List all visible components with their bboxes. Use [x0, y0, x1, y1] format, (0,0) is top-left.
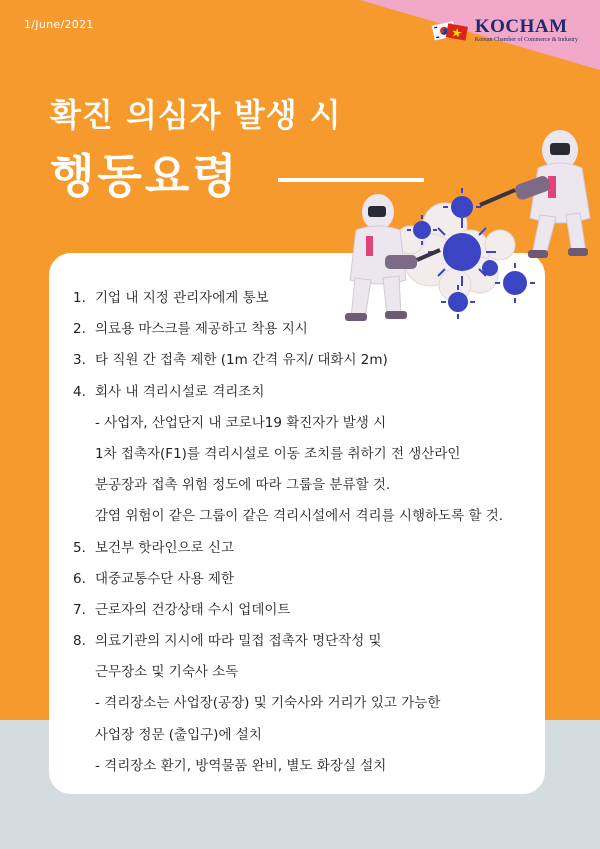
list-item [73, 350, 533, 381]
list-item [73, 693, 533, 724]
item-number: 3. [73, 352, 86, 369]
item-text: 사업장 정문 (출입구)에 설치 [95, 726, 262, 743]
list-item [73, 444, 533, 475]
item-text: 감염 위험이 같은 그룹이 같은 격리시설에서 격리를 시행하도록 할 것. [95, 508, 504, 525]
instruction-list [73, 288, 533, 787]
item-text: 1차 접촉자(F1)를 격리시설로 이동 조치를 취하기 전 생산라인 [95, 445, 461, 462]
flag-emblem-icon [431, 17, 469, 43]
list-item [73, 475, 533, 506]
item-text: 보건부 핫라인으로 신고 [95, 539, 234, 556]
item-text: 의료용 마스크를 제공하고 착용 지시 [95, 321, 308, 338]
title-underline [278, 178, 424, 182]
item-number: 6. [73, 570, 86, 587]
logo-subtitle: Korean Chamber of Commerce & Industry [474, 36, 578, 43]
list-item [73, 725, 533, 756]
list-item [73, 319, 533, 350]
list-item [73, 382, 533, 413]
logo-wordmark: KOCHAM [474, 15, 568, 37]
item-text: 의료기관의 지시에 따라 밀접 접촉자 명단작성 및 [95, 633, 382, 650]
item-text: 타 직원 간 접촉 제한 (1m 간격 유지/ 대화시 2m) [95, 352, 388, 369]
item-text: - 격리장소는 사업장(공장) 및 기숙사와 거리가 있고 가능한 [95, 695, 441, 712]
title-line-1: 확진 의심자 발생 시 [50, 96, 342, 134]
item-text: 기업 내 지정 관리자에게 통보 [95, 290, 269, 306]
item-number: 2. [73, 321, 86, 338]
item-number: 7. [73, 601, 86, 618]
item-text: 분공장과 접촉 위험 정도에 따라 그룹을 분류할 것. [95, 477, 391, 494]
list-item [73, 413, 533, 444]
item-number: 1. [73, 290, 86, 306]
item-text: - 사업자, 산업단지 내 코로나19 확진자가 발생 시 [95, 414, 387, 431]
list-item [73, 506, 533, 537]
item-text: 회사 내 격리시설로 격리조치 [95, 383, 265, 400]
item-text: 대중교통수단 사용 제한 [95, 570, 234, 587]
list-item [73, 631, 533, 662]
list-item [73, 288, 533, 319]
item-number: 4. [73, 383, 86, 400]
list-item [73, 756, 533, 787]
date-label: 1/June/2021 [24, 18, 94, 31]
item-text: 근로자의 건강상태 수시 업데이트 [95, 601, 291, 618]
list-item [73, 600, 533, 631]
kocham-logo [431, 14, 578, 46]
item-text: - 격리장소 환기, 방역물품 완비, 별도 화장실 설치 [95, 757, 387, 774]
list-item [73, 569, 533, 600]
title-line-2: 행동요령 [50, 149, 240, 203]
list-item [73, 662, 533, 693]
item-number: 8. [73, 633, 86, 650]
item-number: 5. [73, 539, 86, 556]
list-item [73, 538, 533, 569]
item-text: 근무장소 및 기숙사 소독 [95, 664, 239, 681]
